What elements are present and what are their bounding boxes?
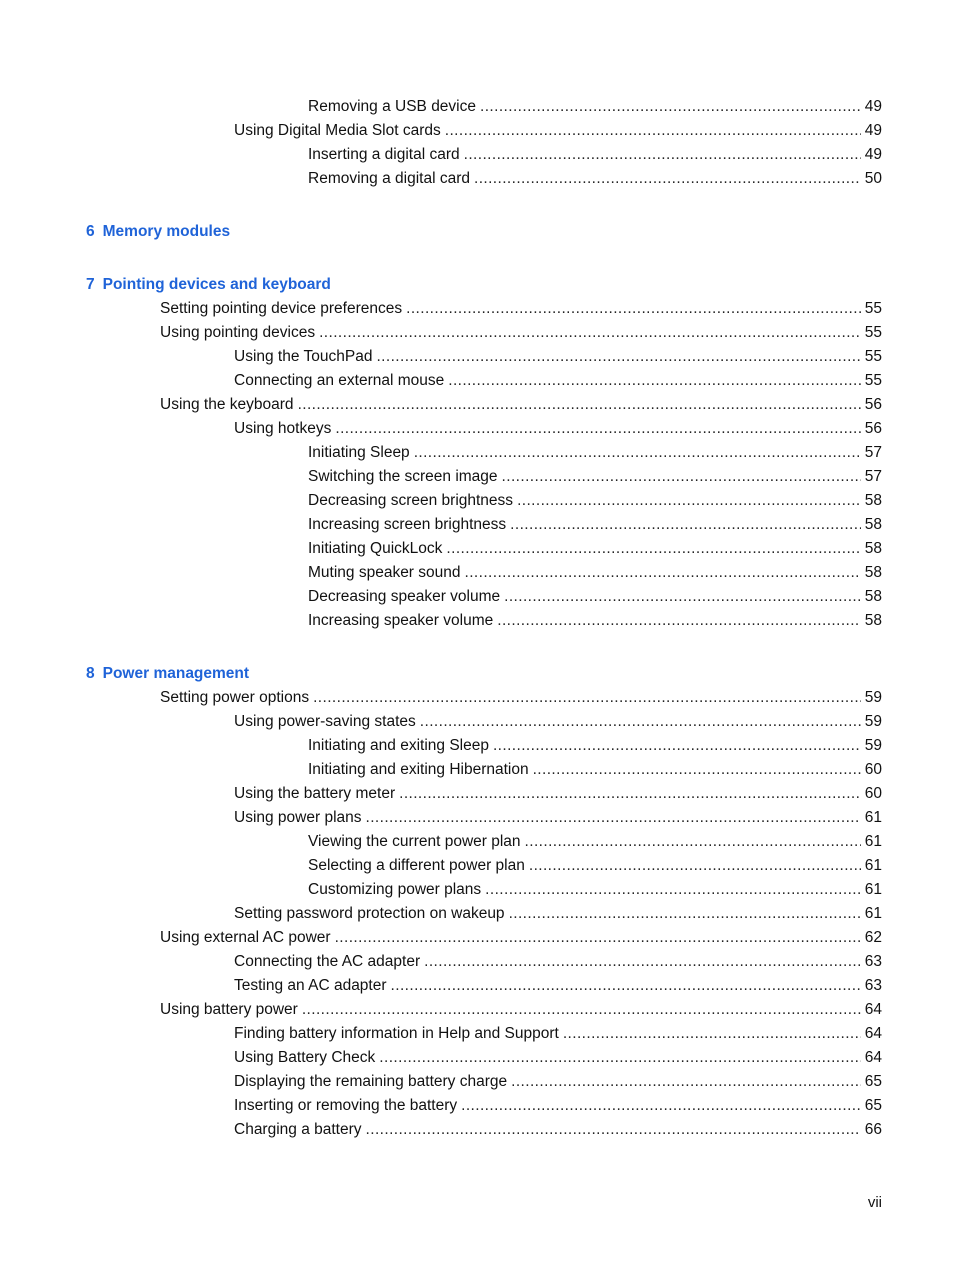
toc-entry[interactable] <box>308 442 882 464</box>
chapter-number: 6 <box>86 223 95 240</box>
toc-entry-page: 58 <box>864 516 882 533</box>
toc-entry[interactable] <box>234 951 882 973</box>
toc-entry-title: Setting password protection on wakeup <box>234 905 505 922</box>
toc-entry-title: Removing a digital card <box>308 170 470 187</box>
chapter-title: Pointing devices and keyboard <box>102 276 331 293</box>
toc-entry[interactable] <box>234 711 882 733</box>
dot-leader <box>414 442 861 464</box>
toc-entry-page: 60 <box>864 785 882 802</box>
toc-entry-page: 58 <box>864 612 882 629</box>
toc-entry[interactable] <box>308 562 882 584</box>
toc-entry[interactable] <box>160 394 882 416</box>
toc-entry-page: 49 <box>864 122 882 139</box>
dot-leader <box>446 538 860 560</box>
toc-entry-page: 58 <box>864 564 882 581</box>
toc-entry-title: Initiating and exiting Hibernation <box>308 761 529 778</box>
dot-leader <box>533 759 861 781</box>
toc-entry-page: 64 <box>864 1049 882 1066</box>
toc-entry-page: 60 <box>864 761 882 778</box>
toc-entry-title: Customizing power plans <box>308 881 482 898</box>
toc-entry[interactable] <box>234 346 882 368</box>
chapter-heading[interactable] <box>86 663 249 685</box>
toc-entry-title: Increasing speaker volume <box>308 612 494 629</box>
toc-entry[interactable] <box>308 490 882 512</box>
toc-entry-page: 61 <box>864 833 882 850</box>
toc-entry-page: 57 <box>864 444 882 461</box>
dot-leader <box>529 855 861 877</box>
toc-entry[interactable] <box>308 168 882 190</box>
toc-entry-title: Using the battery meter <box>234 785 396 802</box>
toc-entry-title: Using Battery Check <box>234 1049 376 1066</box>
dot-leader <box>474 168 861 190</box>
toc-entry-title: Muting speaker sound <box>308 564 461 581</box>
chapter-heading[interactable] <box>86 274 331 296</box>
toc-entry[interactable] <box>160 927 882 949</box>
toc-entry-page: 64 <box>864 1001 882 1018</box>
chapter-heading[interactable] <box>86 221 230 243</box>
dot-leader <box>376 346 860 368</box>
toc-entry-title: Charging a battery <box>234 1121 362 1138</box>
toc-entry-title: Increasing screen brightness <box>308 516 507 533</box>
toc-entry-title: Inserting a digital card <box>308 146 460 163</box>
toc-entry-page: 58 <box>864 588 882 605</box>
dot-leader <box>420 711 861 733</box>
toc-entry-title: Switching the screen image <box>308 468 498 485</box>
toc-entry-page: 61 <box>864 905 882 922</box>
dot-leader <box>391 975 861 997</box>
toc-entry-page: 50 <box>864 170 882 187</box>
toc-entry[interactable] <box>308 610 882 632</box>
toc-entry[interactable] <box>308 879 882 901</box>
toc-entry[interactable] <box>308 759 882 781</box>
toc-entry[interactable] <box>308 144 882 166</box>
toc-entry-page: 58 <box>864 540 882 557</box>
toc-entry[interactable] <box>234 370 882 392</box>
toc-entry-title: Testing an AC adapter <box>234 977 387 994</box>
toc-entry[interactable] <box>234 1071 882 1093</box>
toc-entry[interactable] <box>234 975 882 997</box>
toc-entry-page: 59 <box>864 737 882 754</box>
dot-leader <box>563 1023 861 1045</box>
toc-entry-page: 56 <box>864 396 882 413</box>
toc-entry-page: 61 <box>864 857 882 874</box>
toc-entry[interactable] <box>234 807 882 829</box>
dot-leader <box>464 144 861 166</box>
toc-entry-page: 61 <box>864 881 882 898</box>
toc-entry[interactable] <box>308 96 882 118</box>
toc-entry-title: Initiating QuickLock <box>308 540 443 557</box>
dot-leader <box>445 120 861 142</box>
toc-entry-page: 58 <box>864 492 882 509</box>
toc-entry-page: 63 <box>864 953 882 970</box>
toc-entry-title: Using power plans <box>234 809 362 826</box>
toc-entry-page: 55 <box>864 372 882 389</box>
toc-entry[interactable] <box>308 514 882 536</box>
dot-leader <box>448 370 861 392</box>
toc-entry-title: Connecting an external mouse <box>234 372 445 389</box>
toc-entry[interactable] <box>308 538 882 560</box>
toc-entry-title: Decreasing screen brightness <box>308 492 514 509</box>
toc-entry-page: 63 <box>864 977 882 994</box>
chapter-title: Power management <box>102 665 250 682</box>
dot-leader <box>298 394 861 416</box>
toc-entry[interactable] <box>308 855 882 877</box>
dot-leader <box>509 903 861 925</box>
dot-leader <box>485 879 861 901</box>
chapter-number: 8 <box>86 665 95 682</box>
toc-entry-title: Using power-saving states <box>234 713 416 730</box>
toc-entry[interactable] <box>234 783 882 805</box>
toc-entry-page: 62 <box>864 929 882 946</box>
toc-entry-page: 49 <box>864 146 882 163</box>
toc-entry-title: Initiating and exiting Sleep <box>308 737 489 754</box>
toc-entry-page: 66 <box>864 1121 882 1138</box>
toc-entry[interactable] <box>308 735 882 757</box>
toc-entry[interactable] <box>160 298 882 320</box>
toc-entry-page: 65 <box>864 1097 882 1114</box>
dot-leader <box>424 951 861 973</box>
toc-entry-title: Initiating Sleep <box>308 444 410 461</box>
chapter-title: Memory modules <box>102 223 231 240</box>
dot-leader <box>525 831 861 853</box>
toc-entry[interactable] <box>234 903 882 925</box>
toc-entry-title: Finding battery information in Help and Support <box>234 1025 559 1042</box>
dot-leader <box>399 783 861 805</box>
toc-entry[interactable] <box>234 1023 882 1045</box>
toc-entry-title: Using external AC power <box>160 929 331 946</box>
dot-leader <box>366 807 861 829</box>
toc-entry-title: Using pointing devices <box>160 324 316 341</box>
dot-leader <box>461 1095 861 1117</box>
toc-entry-title: Inserting or removing the battery <box>234 1097 458 1114</box>
toc-entry-title: Using battery power <box>160 1001 298 1018</box>
toc-entry-page: 65 <box>864 1073 882 1090</box>
toc-entry-title: Using Digital Media Slot cards <box>234 122 441 139</box>
dot-leader <box>335 927 861 949</box>
toc-entry-title: Removing a USB device <box>308 98 476 115</box>
dot-leader <box>480 96 861 118</box>
toc-entry-title: Displaying the remaining battery charge <box>234 1073 508 1090</box>
toc-entry-page: 49 <box>864 98 882 115</box>
dot-leader <box>510 514 861 536</box>
chapter-number: 7 <box>86 276 95 293</box>
toc-entry[interactable] <box>308 831 882 853</box>
dot-leader <box>502 466 861 488</box>
toc-entry-page: 61 <box>864 809 882 826</box>
toc-entry[interactable] <box>234 1119 882 1141</box>
toc-entry-title: Connecting the AC adapter <box>234 953 421 970</box>
dot-leader <box>493 735 861 757</box>
toc-entry-page: 59 <box>864 713 882 730</box>
dot-leader <box>504 586 861 608</box>
toc-entry-page: 55 <box>864 348 882 365</box>
toc-entry-page: 55 <box>864 324 882 341</box>
dot-leader <box>313 687 861 709</box>
toc-entry[interactable] <box>308 466 882 488</box>
dot-leader <box>511 1071 861 1093</box>
toc-entry[interactable] <box>234 1047 882 1069</box>
page-number: vii <box>867 1194 882 1211</box>
dot-leader <box>379 1047 860 1069</box>
toc-entry-title: Setting power options <box>160 689 310 706</box>
toc-entry-page: 56 <box>864 420 882 437</box>
toc-entry[interactable] <box>234 418 882 440</box>
dot-leader <box>406 298 861 320</box>
toc-entry-title: Using hotkeys <box>234 420 332 437</box>
toc-entry-title: Setting pointing device preferences <box>160 300 403 317</box>
toc-entry[interactable] <box>160 322 882 344</box>
toc-entry-title: Using the keyboard <box>160 396 294 413</box>
toc-entry-title: Selecting a different power plan <box>308 857 525 874</box>
toc-entry[interactable] <box>160 687 882 709</box>
dot-leader <box>302 999 861 1021</box>
dot-leader <box>319 322 861 344</box>
toc-entry-page: 64 <box>864 1025 882 1042</box>
dot-leader <box>335 418 860 440</box>
toc-entry-page: 59 <box>864 689 882 706</box>
toc-entry[interactable] <box>308 586 882 608</box>
toc-entry-title: Decreasing speaker volume <box>308 588 501 605</box>
dot-leader <box>465 562 861 584</box>
toc-entry-page: 55 <box>864 300 882 317</box>
toc-entry-title: Viewing the current power plan <box>308 833 521 850</box>
dot-leader <box>497 610 861 632</box>
toc-entry-page: 57 <box>864 468 882 485</box>
dot-leader <box>517 490 861 512</box>
toc-entry[interactable] <box>160 999 882 1021</box>
toc-entry[interactable] <box>234 1095 882 1117</box>
dot-leader <box>366 1119 861 1141</box>
toc-entry[interactable] <box>234 120 882 142</box>
toc-entry-title: Using the TouchPad <box>234 348 373 365</box>
